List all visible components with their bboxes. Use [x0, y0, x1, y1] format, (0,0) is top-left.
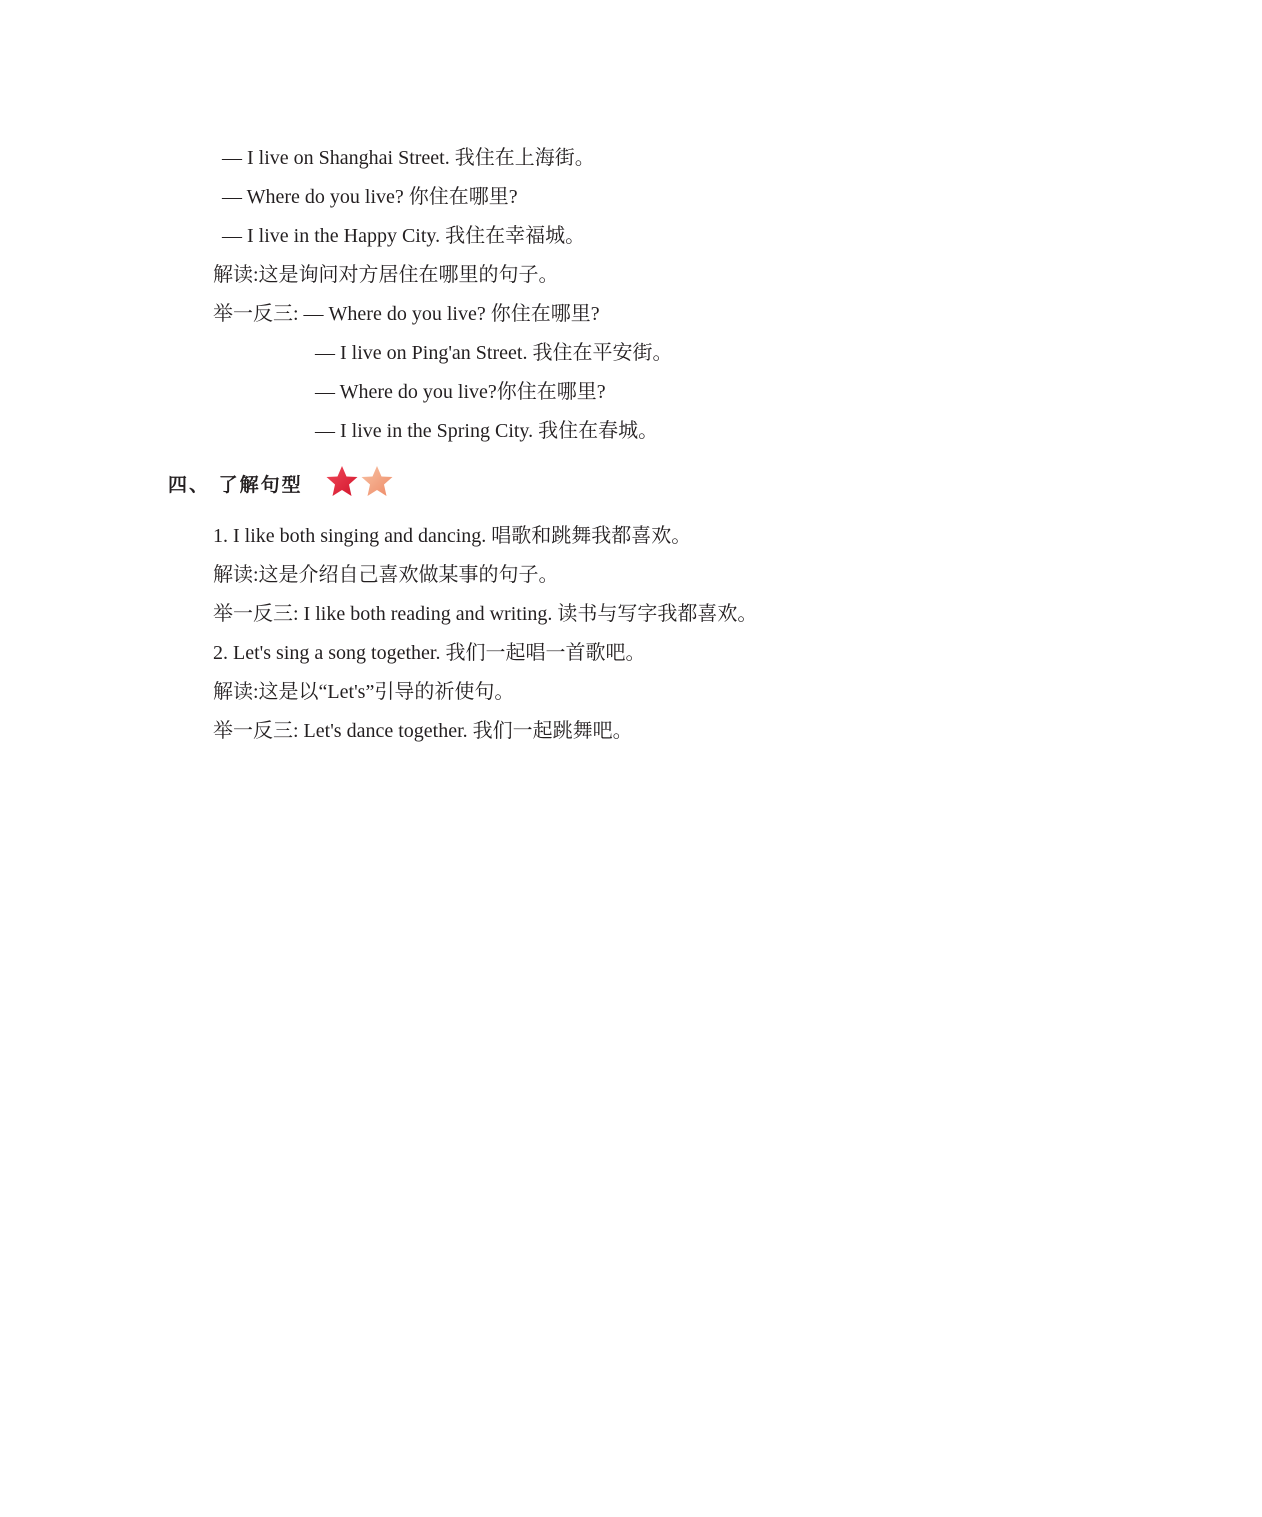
example-line: — I live on Ping'an Street. 我住在平安街。 — [315, 342, 673, 364]
sentence-line: 2. Let's sing a song together. 我们一起唱一首歌吧。 — [213, 642, 646, 664]
dialogue-line: — I live in the Happy City. 我住在幸福城。 — [222, 225, 586, 247]
rating-stars — [324, 464, 394, 500]
star-icon — [327, 466, 358, 496]
example-line: — Where do you live?你住在哪里? — [315, 381, 606, 403]
explanation-line: 解读:这是以“Let's”引导的祈使句。 — [213, 681, 515, 703]
dialogue-line: — Where do you live? 你住在哪里? — [222, 186, 518, 208]
explanation-line: 解读:这是询问对方居住在哪里的句子。 — [213, 264, 559, 286]
explanation-line: 解读:这是介绍自己喜欢做某事的句子。 — [213, 564, 559, 586]
example-line: 举一反三: I like both reading and writing. 读书与写字我都喜欢。 — [213, 603, 758, 625]
example-line: — I live in the Spring City. 我住在春城。 — [315, 420, 659, 442]
sentence-line: 1. I like both singing and dancing. 唱歌和跳舞我都喜欢。 — [213, 525, 692, 547]
dialogue-line: — I live on Shanghai Street. 我住在上海街。 — [222, 147, 595, 169]
section-heading: 四、 了解句型 — [168, 474, 303, 496]
example-line: 举一反三: Let's dance together. 我们一起跳舞吧。 — [213, 720, 633, 742]
example-line: 举一反三: — Where do you live? 你住在哪里? — [213, 303, 600, 325]
star-icon — [362, 466, 393, 496]
